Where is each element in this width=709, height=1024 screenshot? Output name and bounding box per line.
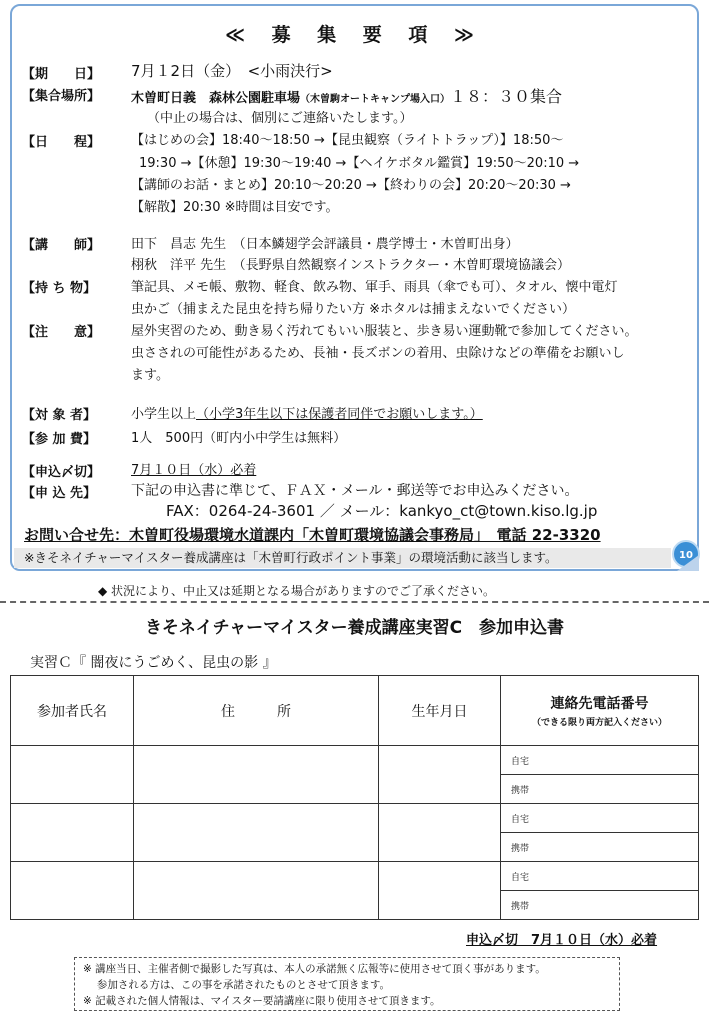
items-line-1: 筆記具、メモ帳、敷物、軽食、飲み物、軍手、雨具（傘でも可）、タオル、懐中電灯 xyxy=(131,280,618,295)
header-phone-label: 連絡先電話番号 xyxy=(550,696,649,712)
apply-to-label: 【申 込 先】 xyxy=(22,486,97,501)
schedule-label: 【日 程】 xyxy=(22,135,101,150)
header-phone-sub: （できる限り両方記入ください） xyxy=(531,718,667,728)
phone-mobile-cell[interactable]: 携帯 xyxy=(501,775,699,804)
items-label: 【持 ち 物】 xyxy=(22,281,97,296)
header-phone xyxy=(501,676,699,746)
meeting-place-note: （木曽駒オートキャンプ場入口） xyxy=(300,94,451,105)
points-badge-icon: 10 xyxy=(672,540,700,568)
phone-mobile-cell[interactable]: 携帯 xyxy=(501,833,699,862)
caution-label: 【注 意】 xyxy=(22,325,101,340)
deadline-value: 7月１０日（水）必着 xyxy=(131,463,257,478)
address-cell[interactable] xyxy=(134,746,379,804)
cut-line xyxy=(0,601,709,603)
birth-cell[interactable] xyxy=(379,746,501,804)
points-note: ※きそネイチャーマイスター養成講座は「木曽町行政ポイント事業」の環境活動に該当します。 xyxy=(14,548,671,568)
application-table xyxy=(10,675,699,920)
lecturer-2: 栩秋 洋平 先生 （長野県自然観察インストラクター・木曽町環境協議会） xyxy=(131,258,570,273)
caution-line-1: 屋外実習のため、動き易く汚れてもいい服装と、歩き易い運動靴で参加してください。 xyxy=(131,324,638,339)
caution-line-3: ます。 xyxy=(131,368,169,383)
fax-email: FAX：0264-24-3601 ／ メール：kankyo_ct@town.kiso.lg.jp xyxy=(166,502,598,520)
address-cell[interactable] xyxy=(134,804,379,862)
cancel-note: （中止の場合は、個別にご連絡いたします。） xyxy=(147,111,413,126)
target-value xyxy=(131,403,483,422)
privacy-note-1: ※ 講座当日、主催者側で撮影した写真は、本人の承諾無く広報等に使用させて頂く事があります。 xyxy=(83,963,546,975)
name-cell[interactable] xyxy=(11,746,134,804)
target-note: （小学3年生以下は保護者同伴でお願いします。） xyxy=(196,407,483,422)
form-title: きそネイチャーマイスター養成講座実習C 参加申込書 xyxy=(144,618,565,638)
apply-to-value: 下記の申込書に準じて、ＦＡＸ・メール・郵送等でお申込みください。 xyxy=(131,483,579,499)
address-cell[interactable] xyxy=(134,862,379,920)
privacy-note-3: ※ 記載された個人情報は、マイスター要請講座に限り使用させて頂きます。 xyxy=(83,995,441,1007)
schedule-line-3: 【講師のお話・まとめ】20:10～20:20 →【終わりの会】20:20～20:30 → xyxy=(131,178,571,193)
deadline-label: 【申込〆切】 xyxy=(22,465,101,480)
phone-home-cell[interactable]: 自宅 xyxy=(501,746,699,775)
phone-mobile-cell[interactable]: 携帯 xyxy=(501,891,699,920)
notice-text: ◆ 状況により、中止又は延期となる場合がありますのでご了承ください。 xyxy=(98,584,496,598)
lecturer-1: 田下 昌志 先生 （日本鱗翅学会評議員・農学博士・木曽町出身） xyxy=(131,237,519,252)
header-name: 参加者氏名 xyxy=(11,676,134,746)
phone-home-cell[interactable]: 自宅 xyxy=(501,804,699,833)
meeting-place-name: 木曽町日義 森林公園駐車場 xyxy=(131,91,301,106)
target-label: 【対 象 者】 xyxy=(22,408,97,423)
schedule-line-2: 19:30 →【休憩】19:30～19:40 →【ヘイケボタル鑑賞】19:50～20:10 → xyxy=(139,156,580,171)
fee-label: 【参 加 費】 xyxy=(22,432,97,447)
name-cell[interactable] xyxy=(11,862,134,920)
privacy-note-2: 参加される方は、この事を承諾されたものとさせて頂きます。 xyxy=(83,979,390,991)
schedule-line-4: 【解散】20:30 ※時間は目安です。 xyxy=(131,200,339,215)
lecturer-label: 【講 師】 xyxy=(22,238,101,253)
birth-cell[interactable] xyxy=(379,804,501,862)
form-deadline: 申込〆切 7月１０日（水）必着 xyxy=(466,933,658,948)
meeting-place-value xyxy=(131,84,562,107)
date-value: 7月１2日（金） <小雨決行> xyxy=(131,62,333,80)
form-subtitle: 実習Ｃ『 闇夜にうごめく、昆虫の影 』 xyxy=(30,655,277,671)
date-label: 【期 日】 xyxy=(22,67,101,82)
header-birth: 生年月日 xyxy=(379,676,501,746)
meeting-time: １８：３０集合 xyxy=(450,87,563,106)
schedule-line-1: 【はじめの会】18:40～18:50 →【昆虫観察（ライトトラップ）】18:50～ xyxy=(131,133,564,148)
target-main: 小学生以上 xyxy=(131,407,197,422)
fee-value: 1人 500円（町内小中学生は無料） xyxy=(131,431,347,446)
phone-home-cell[interactable]: 自宅 xyxy=(501,862,699,891)
privacy-notes xyxy=(74,957,620,1011)
name-cell[interactable] xyxy=(11,804,134,862)
contact-info: お問い合せ先：木曽町役場環境水道課内「木曽町環境協議会事務局」 電話 22-3320 xyxy=(24,526,601,544)
meeting-place-label: 【集合場所】 xyxy=(22,89,101,104)
items-line-2: 虫かご（捕まえた昆虫を持ち帰りたい方 ※ホタルは捕まえないでください） xyxy=(131,302,576,317)
caution-line-2: 虫さされの可能性があるため、長袖・長ズボンの着用、虫除けなどの準備をお願いし xyxy=(131,346,625,361)
birth-cell[interactable] xyxy=(379,862,501,920)
header-address: 住 所 xyxy=(134,676,379,746)
recruitment-title: ≪ 募 集 要 項 ≫ xyxy=(225,24,484,46)
